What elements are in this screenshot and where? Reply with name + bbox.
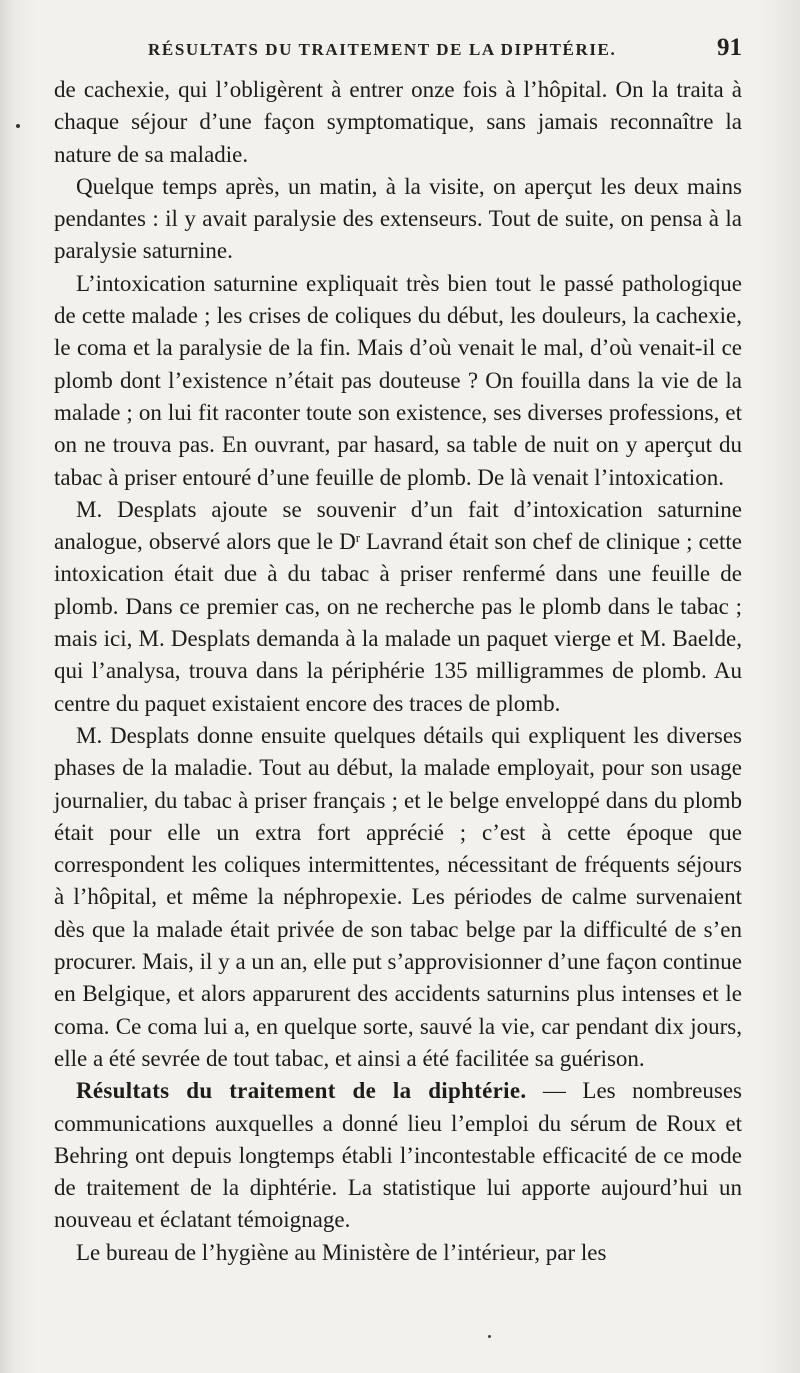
paragraph-4-text-b: Lavrand était son chef de clinique ; cette intoxication était due à du tabac à priser renfermé dans une feuille de plomb. Dans ce premier cas, on ne recherche pas le plomb dans le tabac ; mais ici, M. Desplats demanda à la malade un paquet vierge et M. Baelde, qui l’analysa, trouva dans la périphérie 135 milligrammes de plomb. Au centre du paquet existaient encore des traces de plomb. (54, 529, 742, 716)
doctor-abbrev-sup: r (355, 530, 361, 546)
paragraph-1: de cachexie, qui l’obligèrent à entrer onze fois à l’hôpital. On la traita à chaque séjour d’une façon symptomatique, sans jamais reconnaître la nature de sa maladie. (54, 77, 742, 167)
paragraph-5: M. Desplats donne ensuite quelques détails qui expliquent les diverses phases de la maladie. Tout au début, la malade employait, pour son usage journalier, du tabac à priser français ; et le belge enveloppé dans du plomb était pour elle un extra fort apprécié ; c’est à cette époque que correspondent les coliques intermittentes, nécessitant de fréquents séjours à l’hôpital, et même la néphropexie. Les périodes de calme survenaient dès que la malade était privée de son tabac belge par la difficulté de s’en procurer. Mais, il y a un an, elle put s’approvisionner d’une façon continue en Belgique, et alors apparurent des accidents saturnins plus intenses et le coma. Ce coma lui a, en quelque sorte, sauvé la vie, car pendant dix jours, elle a été sevrée de tout tabac, et ainsi a été facilitée sa guérison. (54, 722, 742, 1071)
section-heading: Résultats du traitement de la diphtérie. (76, 1078, 527, 1104)
margin-speck (16, 124, 20, 128)
ink-dot (488, 1335, 491, 1338)
page-header (148, 34, 742, 70)
paragraph-2: Quelque temps après, un matin, à la visite, on aperçut les deux mains pendantes : il y avait paralysie des extenseurs. Tout de suite, on pensa à la paralysie saturnine. (54, 173, 742, 264)
body-text (54, 74, 742, 1269)
paragraph-4 (54, 494, 742, 720)
paragraph-4-text-a: M. Desplats ajoute se souvenir d’un fait d’intoxication saturnine analogue, observé alors que le D (54, 496, 742, 555)
page-number: 91 (717, 34, 742, 61)
paragraph-6 (54, 1075, 742, 1236)
paragraph-3: L’intoxication saturnine expliquait très bien tout le passé pathologique de cette malade ; les crises de coliques du début, les douleurs, la cachexie, le coma et la paralysie de la fin. Mais d’où venait le mal, d’où venait-il ce plomb dont l’existence n’était pas douteuse ? On fouilla dans la vie de la malade ; on lui fit raconter toute son existence, ses diverses professions, et on ne trouva pas. En ouvrant, par hasard, sa table de nuit on y aperçut du tabac à priser entouré d’une feuille de plomb. De là venait l’intoxication. (54, 270, 742, 490)
section-text: — Les nombreuses communications auxquelles a donné lieu l’emploi du sérum de Roux et Behring ont depuis longtemps établi l’incontestable efficacité de ce mode de traitement de la diphtérie. La statistique lui apporte aujourd’hui un nouveau et éclatant témoignage. (54, 1078, 743, 1233)
running-title: RÉSULTATS DU TRAITEMENT DE LA DIPHTÉRIE. (148, 40, 617, 59)
paragraph-7: Le bureau de l’hygiène au Ministère de l’intérieur, par les (76, 1239, 607, 1265)
